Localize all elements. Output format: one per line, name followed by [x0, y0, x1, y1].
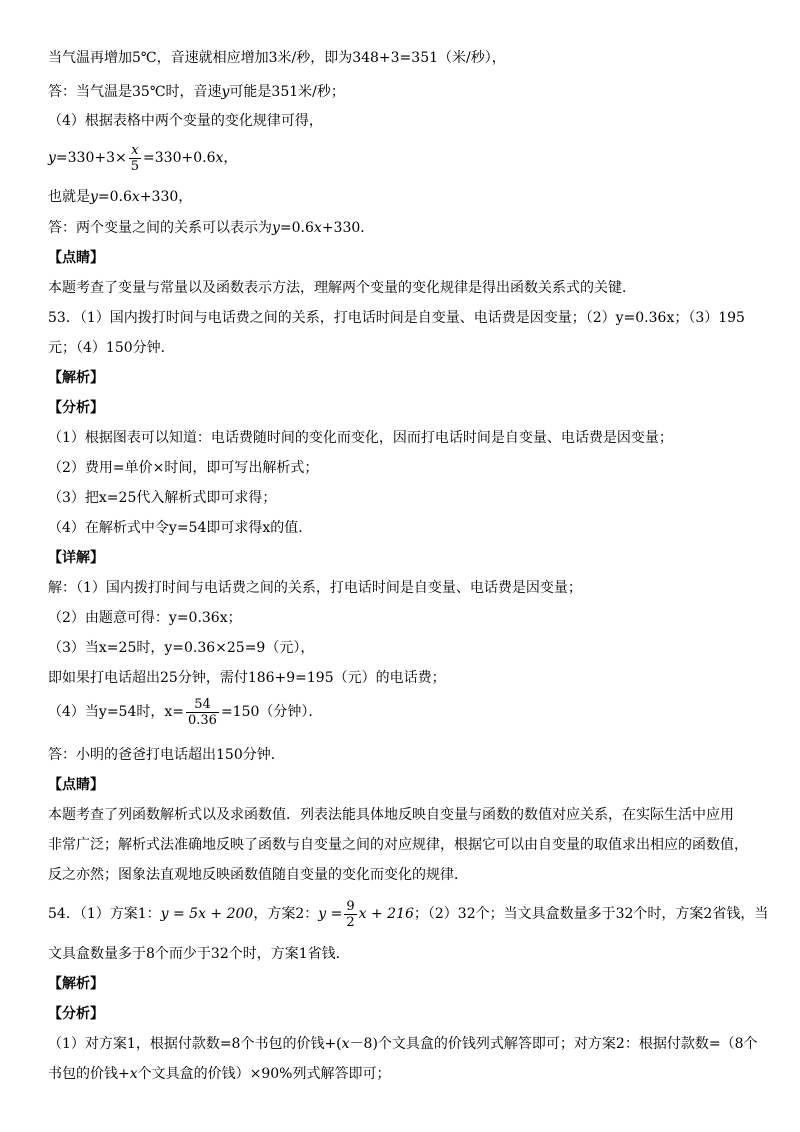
section-heading: 【点睛】: [48, 777, 104, 793]
section-heading: 【分析】: [48, 1006, 104, 1022]
section-heading: 【解析】: [48, 976, 104, 992]
text-segment: +330，: [139, 189, 193, 205]
text-line: （1）根据图表可以知道：电话费随时间的变化而变化，因而打电话时间是自变量、电话费是因变量；: [48, 430, 673, 446]
math-variable: y: [48, 150, 56, 166]
section-heading: 【分析】: [48, 400, 104, 416]
text-segment: （1）对方案1，根据付款数=8个书包的价钱+(: [48, 1036, 342, 1052]
math-variable: y: [221, 84, 230, 100]
equation: x + 216: [358, 906, 414, 922]
fraction-denominator: 0.36: [188, 712, 217, 728]
section-heading: 【点睛】: [48, 250, 104, 266]
math-variable: x: [313, 220, 322, 236]
text-segment: 54．（1）方案1：: [48, 906, 161, 922]
answer-line: 元；（4）150分钟．: [48, 340, 175, 356]
math-variable: x: [131, 189, 140, 205]
math-variable: y: [272, 220, 280, 236]
text-segment: 答：当气温是35℃时，音速: [48, 84, 222, 100]
section-heading: 【解析】: [48, 370, 104, 386]
text-line: [48, 218, 374, 238]
math-variable: x: [341, 1036, 350, 1052]
text-segment: =330+0.6: [143, 150, 216, 166]
fraction-numerator: 9: [346, 898, 355, 914]
text-line: 本题考查了列函数解析式以及求函数值．列表法能具体地反映自变量与函数的数值对应关系，在实际生活中应用: [48, 807, 734, 823]
text-line: 非常广泛；解析式法准确地反映了函数与自变量之间的对应规律，根据它可以由自变量的取值求出相应的函数值，: [48, 837, 748, 853]
text-line: （4）根据表格中两个变量的变化规律可得，: [48, 113, 323, 129]
text-segment: （4）当y=54时，x=: [48, 704, 184, 720]
text-line: [48, 187, 192, 207]
text-line: 解：（1）国内拨打时间与电话费之间的关系，打电话时间是自变量、电话费是因变量；: [48, 580, 582, 596]
text-segment: =0.6: [97, 189, 132, 205]
text-segment: =0.6: [279, 220, 314, 236]
formula-line: [48, 694, 322, 730]
text-line: （3）把x=25代入解析式即可求得；: [48, 490, 277, 506]
formula-line: [48, 140, 237, 176]
text-line: 当气温再增加5℃，音速就相应增加3米/秒，即为348+3=351（米/秒），: [48, 50, 506, 66]
text-segment: =150（分钟）．: [220, 704, 323, 720]
text-line: （2）费用=单价×时间，即可写出解析式；: [48, 460, 319, 476]
text-segment: 也就是: [48, 189, 90, 205]
fraction: [344, 899, 356, 930]
text-segment: ；（2）32个；当文具盒数量多于32个时，方案2省钱，当: [413, 906, 769, 922]
text-line: 即如果打电话超出25分钟，需付186+9=195（元）的电话费；: [48, 670, 446, 686]
text-segment: 个文具盒的价钱）×90%列式解答即可；: [137, 1066, 391, 1082]
equation: y =: [318, 906, 343, 922]
text-line: 答：小明的爸爸打电话超出150分钟．: [48, 747, 285, 763]
section-heading: 【详解】: [48, 550, 104, 566]
text-segment: =330+3×: [55, 150, 127, 166]
text-line: 反之亦然；图象法直观地反映函数值随自变量的变化而变化的规律．: [48, 867, 468, 883]
text-segment: 答：两个变量之间的关系可以表示为: [48, 220, 272, 236]
fraction-denominator: 5: [130, 158, 140, 174]
text-segment: 书包的价钱+: [48, 1066, 130, 1082]
text-line: （4）在解析式中令y=54即可求得x的值．: [48, 520, 313, 536]
text-line: [48, 82, 345, 102]
text-line: （2）由题意可得：y=0.36x；: [48, 610, 242, 626]
math-variable: x: [215, 150, 224, 166]
math-variable: x: [129, 1066, 138, 1082]
fraction-numerator: x: [131, 142, 139, 158]
text-segment: 可能是351米/秒；: [229, 84, 345, 100]
text-line: [48, 1034, 757, 1054]
text-line: （3）当x=25时，y=0.36×25=9（元），: [48, 640, 315, 656]
fraction-numerator: 54: [194, 696, 211, 712]
math-variable: y: [90, 189, 98, 205]
text-segment: ，方案2：: [253, 906, 319, 922]
equation: y = 5x + 200: [160, 906, 254, 922]
fraction: [129, 143, 141, 174]
text-line: [48, 1064, 391, 1084]
answer-line: [48, 896, 768, 932]
answer-line: 53．（1）国内拨打时间与电话费之间的关系，打电话时间是自变量、电话费是因变量；（2）y=0.36x；（3）195: [48, 310, 745, 326]
text-segment: －8)个文具盒的价钱列式解答即可；对方案2：根据付款数=（8个: [349, 1036, 758, 1052]
answer-line: 文具盒数量多于8个而少于32个时，方案1省钱．: [48, 946, 350, 962]
text-line: 本题考查了变量与常量以及函数表示方法，理解两个变量的变化规律是得出函数关系式的关键．: [48, 280, 636, 296]
text-segment: +330．: [321, 220, 375, 236]
text-segment: ，: [223, 150, 238, 166]
fraction: [186, 697, 219, 728]
fraction-denominator: 2: [346, 914, 355, 930]
